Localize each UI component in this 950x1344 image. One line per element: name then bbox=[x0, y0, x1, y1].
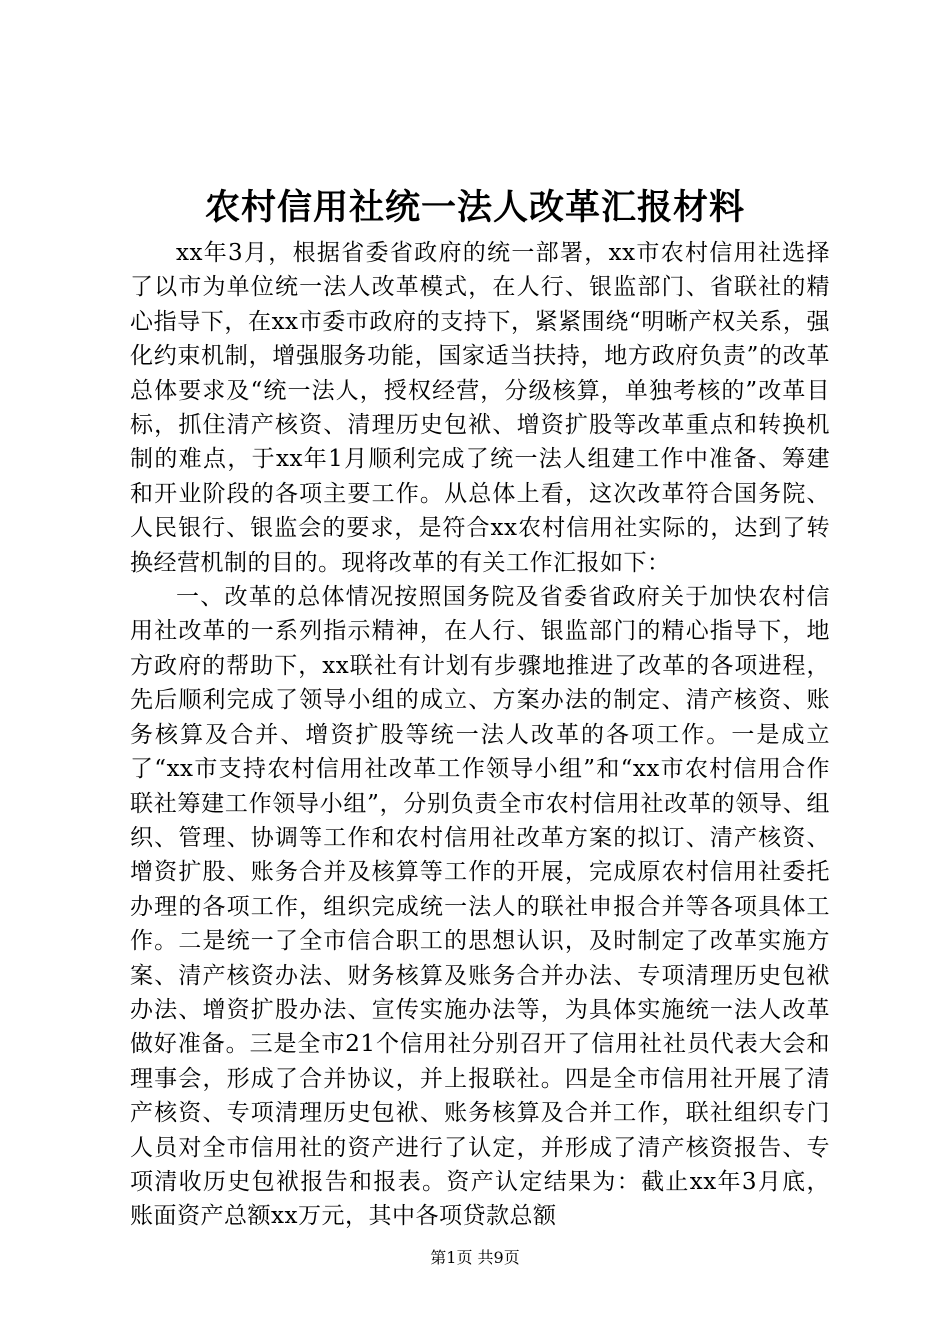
paragraph-intro: xx年3月，根据省委省政府的统一部署，xx市农村信用社选择了以市为单位统一法人改革模式，在人行、银监部门、省联社的精心指导下，在xx市委市政府的支持下，紧紧围绕“明晰产权关系，强化约束机制，增强服务功能，国家适当扶持，地方政府负责”的改革总体要求及“统一法人，授权经营，分级核算，单独考核的”改革目标，抓住清产核资、清理历史包袱、增资扩股等改革重点和转换机制的难点，于xx年1月顺利完成了统一法人组建工作中准备、筹建和开业阶段的各项主要工作。从总体上看，这次改革符合国务院、人民银行、银监会的要求，是符合xx农村信用社实际的，达到了转换经营机制的目的。现将改革的有关工作汇报如下： bbox=[130, 240, 830, 576]
paragraph-section-one: 一、改革的总体情况按照国务院及省委省政府关于加快农村信用社改革的一系列指示精神，在人行、银监部门的精心指导下，地方政府的帮助下，xx联社有计划有步骤地推进了改革的各项进程，先后顺利完成了领导小组的成立、方案办法的制定、清产核资、账务核算及合并、增资扩股等统一法人改革的各项工作。一是成立了“xx市支持农村信用社改革工作领导小组”和“xx市农村信用合作联社筹建工作领导小组”，分别负责全市农村信用社改革的领导、组织、管理、协调等工作和农村信用社改革方案的拟订、清产核资、增资扩股、账务合并及核算等工作的开展，完成原农村信用社委托办理的各项工作，组织完成统一法人的联社申报合并等各项具体工作。二是统一了全市信合职工的思想认识，及时制定了改革实施方案、清产核资办法、财务核算及账务合并办法、专项清理历史包袱办法、增资扩股办法、宣传实施办法等，为具体实施统一法人改革做好准备。三是全市21个信用社分别召开了信用社社员代表大会和理事会，形成了合并协议，并上报联社。四是全市信用社开展了清产核资、专项清理历史包袱、账务核算及合并工作，联社组织专门人员对全市信用社的资产进行了认定，并形成了清产核资报告、专项清收历史包袱报告和报表。资产认定结果为：截止xx年3月底，账面资产总额xx万元，其中各项贷款总额 bbox=[130, 584, 830, 1230]
document-body bbox=[130, 236, 830, 1234]
page-footer: 第1页 共9页 bbox=[430, 1248, 520, 1267]
document-title: 农村信用社统一法人改革汇报材料 bbox=[204, 187, 745, 228]
